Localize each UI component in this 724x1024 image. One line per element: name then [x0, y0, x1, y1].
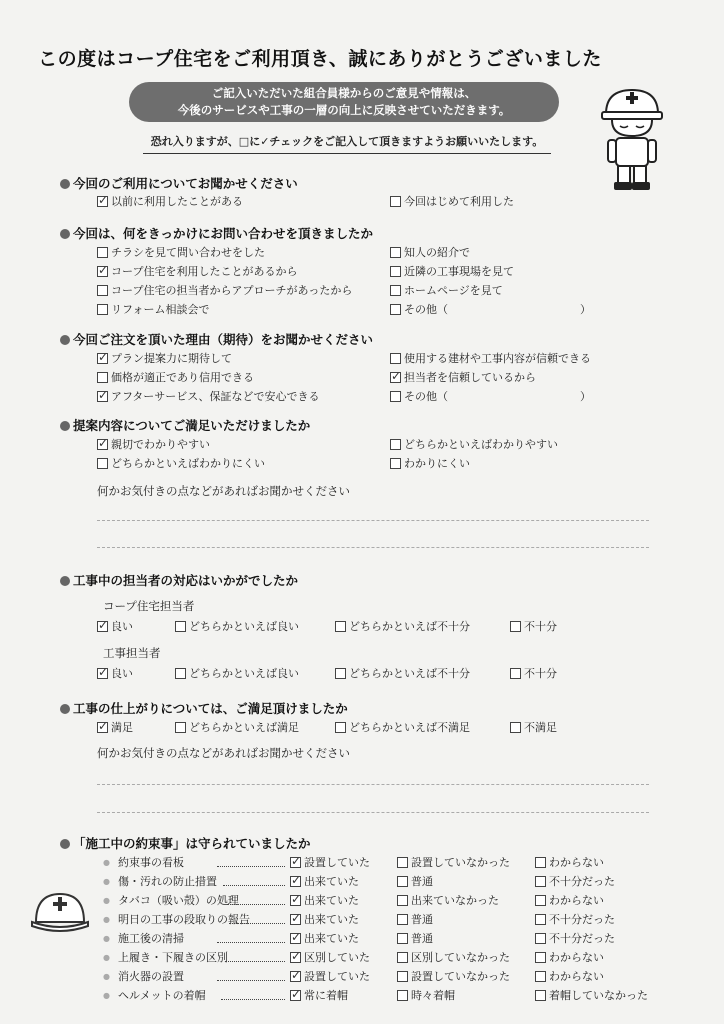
checkbox-label: 親切でわかりやすい: [111, 438, 210, 451]
dotted-leader: [229, 923, 285, 924]
checkbox-item[interactable]: [97, 667, 133, 681]
section-heading-staff: [60, 571, 298, 589]
checkbox-label: 不十分だった: [549, 932, 615, 945]
checkbox-label: 出来ていた: [304, 913, 359, 926]
bullet-icon: ●: [103, 972, 110, 981]
rule-item-label: 上履き・下履きの区別: [117, 951, 228, 964]
rule-row-item: [103, 856, 184, 870]
checkbox-label: 良い: [111, 667, 133, 680]
dotted-leader: [217, 980, 285, 981]
bullet-icon: [60, 704, 70, 714]
checkbox-label: どちらかといえば良い: [189, 620, 299, 633]
checkbox-checked-icon[interactable]: [97, 196, 108, 207]
checkbox-icon[interactable]: [397, 857, 408, 868]
checkbox-icon[interactable]: [535, 971, 546, 982]
checkbox-icon[interactable]: [397, 895, 408, 906]
checkbox-item[interactable]: [535, 894, 604, 908]
checkbox-label: 着帽していなかった: [549, 989, 648, 1002]
section-heading-text: 今回のご利用についてお聞かせください: [73, 176, 298, 191]
checkbox-label: 不十分だった: [549, 913, 615, 926]
checkbox-icon[interactable]: [390, 391, 401, 402]
bullet-icon: [60, 421, 70, 431]
checkbox-item[interactable]: [390, 352, 591, 366]
checkbox-item[interactable]: [535, 875, 615, 889]
checkbox-icon[interactable]: [175, 621, 186, 632]
checkbox-label: 常に着帽: [304, 989, 348, 1002]
checkbox-item[interactable]: [397, 932, 433, 946]
checkbox-item[interactable]: [97, 438, 210, 452]
checkbox-item[interactable]: [97, 284, 352, 298]
checkbox-icon[interactable]: [397, 914, 408, 925]
checkbox-item[interactable]: [335, 620, 470, 634]
checkbox-label: 知人の紹介で: [404, 246, 470, 259]
checkbox-item[interactable]: [390, 195, 514, 209]
checkbox-label: どちらかといえばわかりやすい: [404, 438, 558, 451]
checkbox-checked-icon[interactable]: [97, 722, 108, 733]
checkbox-item[interactable]: [390, 371, 536, 385]
checkbox-label: 出来ていた: [304, 875, 359, 888]
bullet-icon: [60, 229, 70, 239]
checkbox-label: 設置していなかった: [411, 856, 510, 869]
checkbox-icon[interactable]: [390, 439, 401, 450]
dotted-leader: [227, 904, 285, 905]
bullet-icon: [60, 576, 70, 586]
rule-item-label: 傷・汚れの防止措置: [117, 875, 217, 888]
bullet-icon: ●: [103, 896, 110, 905]
checkbox-item[interactable]: [290, 856, 370, 870]
comment-line[interactable]: [97, 520, 649, 521]
checkbox-label: リフォーム相談会で: [111, 303, 210, 316]
checkbox-label: 価格が適正であり信用できる: [111, 371, 254, 384]
checkbox-label: チラシを見て問い合わせをした: [111, 246, 265, 259]
checkbox-icon[interactable]: [510, 668, 521, 679]
checkbox-item[interactable]: [390, 390, 591, 404]
checkbox-label: 不十分だった: [549, 875, 615, 888]
checkbox-icon[interactable]: [535, 952, 546, 963]
checkbox-item[interactable]: [290, 932, 359, 946]
section-heading-rules: [60, 834, 311, 852]
section-heading-text: 今回ご注文を頂いた理由（期待）をお聞かせください: [73, 332, 374, 347]
checkbox-label: わかりにくい: [404, 457, 470, 470]
checkbox-item[interactable]: [290, 894, 359, 908]
checkbox-icon[interactable]: [535, 857, 546, 868]
checkbox-item[interactable]: [97, 303, 209, 317]
dotted-leader: [223, 885, 285, 886]
comment-line[interactable]: [97, 812, 649, 813]
checkbox-icon[interactable]: [510, 722, 521, 733]
checkbox-checked-icon[interactable]: [97, 668, 108, 679]
checkbox-icon[interactable]: [535, 895, 546, 906]
checkbox-item[interactable]: [535, 989, 648, 1003]
section-heading-text: 工事中の担当者の対応はいかがでしたか: [73, 573, 299, 588]
checkbox-checked-icon[interactable]: [290, 971, 301, 982]
section-heading-finish: [60, 699, 348, 717]
checkbox-item[interactable]: [97, 195, 243, 209]
checkbox-item[interactable]: [390, 246, 470, 260]
checkbox-icon[interactable]: [97, 285, 108, 296]
checkbox-item[interactable]: [290, 970, 370, 984]
checkbox-checked-icon[interactable]: [97, 439, 108, 450]
checkbox-item[interactable]: [535, 951, 604, 965]
checkbox-label: 満足: [111, 721, 133, 734]
checkbox-label: コープ住宅を利用したことがあるから: [111, 265, 298, 278]
checkbox-label: 使用する建材や工事内容が信頼できる: [404, 352, 591, 365]
checkbox-label: 時々着帽: [411, 989, 455, 1002]
bullet-icon: [60, 335, 70, 345]
checkbox-item[interactable]: [175, 667, 299, 681]
checkbox-item[interactable]: [510, 721, 557, 735]
checkbox-item[interactable]: [397, 856, 510, 870]
checkbox-checked-icon[interactable]: [290, 876, 301, 887]
checkbox-label: 設置していた: [304, 970, 370, 983]
checkbox-label: 普通: [411, 875, 433, 888]
section-heading-proposal: [60, 416, 310, 434]
checkbox-item[interactable]: [510, 620, 557, 634]
checkbox-icon[interactable]: [535, 876, 546, 887]
checkbox-icon[interactable]: [175, 722, 186, 733]
bullet-icon: ●: [103, 953, 110, 962]
checkbox-item[interactable]: [97, 265, 297, 279]
checkbox-label: 普通: [411, 932, 433, 945]
section-heading-text: 工事の仕上がりについては、ご満足頂けましたか: [73, 701, 348, 716]
checkbox-item[interactable]: [510, 667, 557, 681]
bowing-worker-illustration: [598, 84, 666, 194]
checkbox-item[interactable]: [397, 875, 433, 889]
checkbox-item[interactable]: [97, 390, 320, 404]
checkbox-label: 出来ていた: [304, 894, 359, 907]
checkbox-checked-icon[interactable]: [290, 857, 301, 868]
checkbox-checked-icon[interactable]: [97, 266, 108, 277]
checkbox-label: コープ住宅の担当者からアプローチがあったから: [111, 284, 353, 297]
checkbox-item[interactable]: [290, 875, 359, 889]
bullet-icon: [60, 839, 70, 849]
rule-item-label: 施工後の清掃: [117, 932, 184, 945]
checkbox-item[interactable]: [397, 989, 455, 1003]
checkbox-icon[interactable]: [510, 621, 521, 632]
section-heading-reason: [60, 330, 373, 348]
checkbox-icon[interactable]: [397, 933, 408, 944]
checkbox-checked-icon[interactable]: [390, 372, 401, 383]
rule-item-label: 明日の工事の段取りの報告: [117, 913, 250, 926]
checkbox-icon[interactable]: [390, 196, 401, 207]
checkbox-label: ホームページを見て: [404, 284, 503, 297]
rule-row-item: [103, 970, 184, 984]
rule-item-label: 約束事の看板: [117, 856, 184, 869]
checkbox-icon[interactable]: [335, 621, 346, 632]
checkbox-icon[interactable]: [97, 372, 108, 383]
checkbox-label: 不十分: [524, 667, 557, 680]
checkbox-icon[interactable]: [535, 914, 546, 925]
comment-line[interactable]: [97, 547, 649, 548]
comment-prompt: 何かお気付きの点などがあればお聞かせください: [97, 746, 350, 760]
checkbox-item[interactable]: [390, 457, 470, 471]
rule-row-item: [103, 875, 217, 889]
bullet-icon: ●: [103, 915, 110, 924]
checkbox-checked-icon[interactable]: [290, 914, 301, 925]
checkbox-item[interactable]: [390, 303, 591, 317]
section-heading-trigger: [60, 224, 373, 242]
checkbox-label: 不満足: [524, 721, 557, 734]
rule-item-label: 消火器の設置: [117, 970, 184, 983]
checkbox-item[interactable]: [397, 913, 433, 927]
checkbox-checked-icon[interactable]: [97, 353, 108, 364]
checkbox-label: どちらかといえば不十分: [349, 667, 470, 680]
checkbox-checked-icon[interactable]: [290, 990, 301, 1001]
page-title: この度はコープ住宅をご利用頂き、誠にありがとうございました: [38, 48, 602, 70]
checkbox-checked-icon[interactable]: [97, 621, 108, 632]
checkbox-icon[interactable]: [397, 990, 408, 1001]
helmet-icon: [30, 882, 90, 942]
checkbox-label: どちらかといえば不満足: [349, 721, 470, 734]
checkbox-label: わからない: [549, 970, 604, 983]
dotted-leader: [217, 866, 285, 867]
checkbox-icon[interactable]: [97, 304, 108, 315]
bullet-icon: [60, 179, 70, 189]
checkbox-icon[interactable]: [390, 285, 401, 296]
subheading-construction-staff: 工事担当者: [103, 646, 161, 660]
checkbox-label: 区別していた: [304, 951, 370, 964]
checkbox-item[interactable]: [535, 856, 604, 870]
checkbox-icon[interactable]: [535, 990, 546, 1001]
checkbox-item[interactable]: [535, 932, 615, 946]
checkbox-icon[interactable]: [397, 971, 408, 982]
info-banner: [129, 82, 559, 122]
checkbox-item[interactable]: [97, 721, 133, 735]
rule-row-item: [103, 913, 250, 927]
checkbox-checked-icon[interactable]: [290, 933, 301, 944]
rule-item-label: タバコ（吸い殻）の処理: [117, 894, 239, 907]
checkbox-item[interactable]: [335, 667, 470, 681]
dotted-leader: [225, 961, 285, 962]
checkbox-checked-icon[interactable]: [97, 391, 108, 402]
checkbox-item[interactable]: [397, 951, 510, 965]
checkbox-item[interactable]: [397, 894, 499, 908]
comment-line[interactable]: [97, 784, 649, 785]
checkbox-item[interactable]: [390, 265, 514, 279]
banner-line-2: 今後のサービスや工事の一層の向上に反映させていただきます。: [177, 103, 511, 117]
dotted-leader: [217, 942, 285, 943]
checkbox-label: 出来ていなかった: [411, 894, 499, 907]
checkbox-label: どちらかといえば満足: [189, 721, 299, 734]
checkbox-label: わからない: [549, 951, 604, 964]
bullet-icon: ●: [103, 934, 110, 943]
checkbox-item[interactable]: [535, 970, 604, 984]
checkbox-label: 設置していた: [304, 856, 370, 869]
rule-item-label: ヘルメットの着帽: [117, 989, 206, 1002]
rule-row-item: [103, 932, 184, 946]
checkbox-label: 区別していなかった: [411, 951, 510, 964]
checkbox-icon[interactable]: [390, 266, 401, 277]
checkbox-icon[interactable]: [97, 247, 108, 258]
checkbox-item[interactable]: [390, 438, 558, 452]
checkbox-item[interactable]: [535, 913, 615, 927]
checkbox-icon[interactable]: [535, 933, 546, 944]
instruction-text: 恐れ入りますが、□に✓チェックをご記入して頂きますようお願いいたします。: [143, 132, 551, 154]
checkbox-item[interactable]: [335, 721, 470, 735]
checkbox-checked-icon[interactable]: [290, 895, 301, 906]
checkbox-label: 普通: [411, 913, 433, 926]
bullet-icon: ●: [103, 991, 110, 1000]
subheading-coop-staff: コープ住宅担当者: [103, 599, 195, 613]
checkbox-icon[interactable]: [390, 458, 401, 469]
section-heading-usage: [60, 174, 298, 192]
checkbox-label: 設置していなかった: [411, 970, 510, 983]
checkbox-item[interactable]: [97, 371, 254, 385]
bullet-icon: ●: [103, 877, 110, 886]
checkbox-label: プラン提案力に期待して: [111, 352, 232, 365]
checkbox-label: 良い: [111, 620, 133, 633]
checkbox-item[interactable]: [97, 246, 265, 260]
checkbox-item[interactable]: [397, 970, 510, 984]
checkbox-icon[interactable]: [397, 952, 408, 963]
bullet-icon: ●: [103, 858, 110, 867]
checkbox-icon[interactable]: [175, 668, 186, 679]
checkbox-label: わからない: [549, 894, 604, 907]
checkbox-item[interactable]: [175, 620, 299, 634]
checkbox-label: 近隣の工事現場を見て: [404, 265, 514, 278]
checkbox-label: どちらかといえば不十分: [349, 620, 470, 633]
banner-line-1: ご記入いただいた組合員様からのご意見や情報は、: [211, 86, 477, 100]
section-heading-text: 「施工中の約束事」は守られていましたか: [73, 836, 311, 851]
checkbox-label: 以前に利用したことがある: [111, 195, 243, 208]
checkbox-item[interactable]: [290, 913, 359, 927]
checkbox-icon[interactable]: [97, 458, 108, 469]
section-heading-text: 今回は、何をきっかけにお問い合わせを頂きましたか: [73, 226, 374, 241]
checkbox-icon[interactable]: [390, 353, 401, 364]
checkbox-item[interactable]: [390, 284, 503, 298]
comment-prompt: 何かお気付きの点などがあればお聞かせください: [97, 484, 350, 498]
checkbox-item[interactable]: [290, 989, 348, 1003]
checkbox-icon[interactable]: [390, 304, 401, 315]
checkbox-checked-icon[interactable]: [290, 952, 301, 963]
checkbox-label: 不十分: [524, 620, 557, 633]
section-heading-text: 提案内容についてご満足いただけましたか: [73, 418, 311, 433]
checkbox-label: 出来ていた: [304, 932, 359, 945]
checkbox-icon[interactable]: [335, 722, 346, 733]
rule-row-item: [103, 894, 239, 908]
rule-row-item: [103, 951, 228, 965]
checkbox-label: 担当者を信頼しているから: [404, 371, 536, 384]
checkbox-icon[interactable]: [397, 876, 408, 887]
checkbox-label: どちらかといえばわかりにくい: [111, 457, 265, 470]
checkbox-icon[interactable]: [390, 247, 401, 258]
checkbox-label: わからない: [549, 856, 604, 869]
checkbox-item[interactable]: [175, 721, 299, 735]
checkbox-item[interactable]: [97, 620, 133, 634]
checkbox-icon[interactable]: [335, 668, 346, 679]
checkbox-item[interactable]: [290, 951, 370, 965]
checkbox-label: その他（ ）: [404, 303, 591, 316]
checkbox-item[interactable]: [97, 457, 265, 471]
checkbox-label: どちらかといえば良い: [189, 667, 299, 680]
rule-row-item: [103, 989, 206, 1003]
dotted-leader: [221, 999, 285, 1000]
checkbox-label: その他（ ）: [404, 390, 591, 403]
checkbox-item[interactable]: [97, 352, 232, 366]
checkbox-label: アフターサービス、保証などで安心できる: [111, 390, 320, 403]
checkbox-label: 今回はじめて利用した: [404, 195, 514, 208]
